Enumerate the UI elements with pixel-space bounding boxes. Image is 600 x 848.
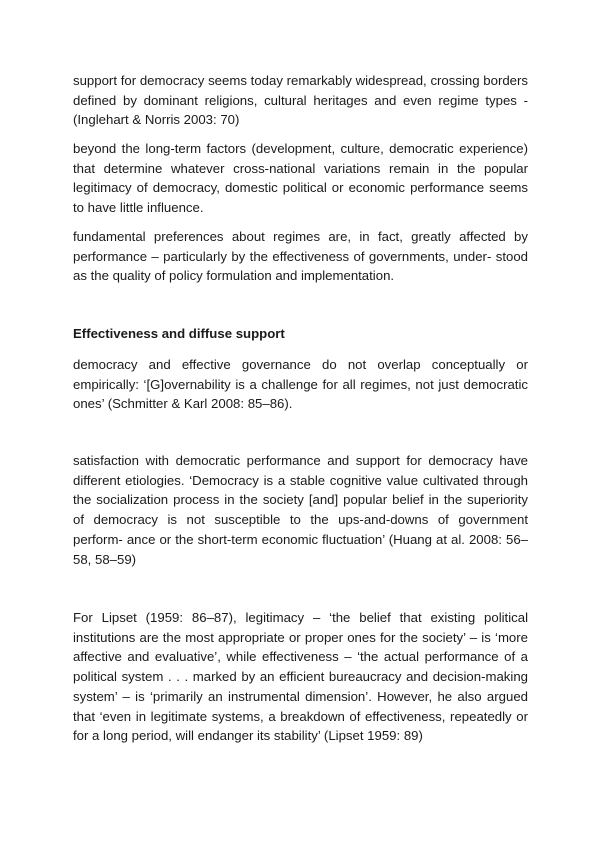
paragraph-inglehart-norris: support for democracy seems today remarkably widespread, crossing borders defined by dominant religions, cultural heritages and even regime types - (Inglehart & Norris 2003: 70) bbox=[73, 73, 528, 128]
section-heading: Effectiveness and diffuse support bbox=[73, 326, 285, 341]
paragraph-schmitter-karl: democracy and effective governance do not overlap conceptually or empirically: ‘[G]overnability is a challenge for all regimes, not just democratic ones’ (Schmitter & Karl 2008: 85–86). bbox=[73, 357, 528, 412]
paragraph-huang: satisfaction with democratic performance and support for democracy have different etiologies. ‘Democracy is a stable cognitive value cultivated through the socialization process in the society [and] popular belief in the superiority of democracy is not susceptible to the ups-and-downs of government perform- ance or the short-term economic fluctuation’ (Huang at al. 2008: 56–58, 58–59) bbox=[73, 453, 528, 567]
paragraph-fundamental-preferences: fundamental preferences about regimes are, in fact, greatly affected by performance – particularly by the effectiveness of governments, under- stood as the quality of policy formulation and implementation. bbox=[73, 229, 528, 284]
paragraph-long-term-factors: beyond the long-term factors (development, culture, democratic experience) that determine whatever cross-national variations remain in the popular legitimacy of democracy, domestic political or economic performance seems to have little influence. bbox=[73, 141, 528, 216]
paragraph-lipset: For Lipset (1959: 86–87), legitimacy – ‘the belief that existing political institutions are the most appropriate or proper ones for the society’ – is ‘more affective and evaluative’, while effectiveness – ‘the actual performance of a political system . . . marked by an efficient bureaucracy and decision-making system’ – is ‘primarily an instrumental dimension’. However, he also argued that ‘even in legitimate systems, a breakdown of effectiveness, repeatedly or for a long period, will endanger its stability’ (Lipset 1959: 89) bbox=[73, 610, 528, 744]
